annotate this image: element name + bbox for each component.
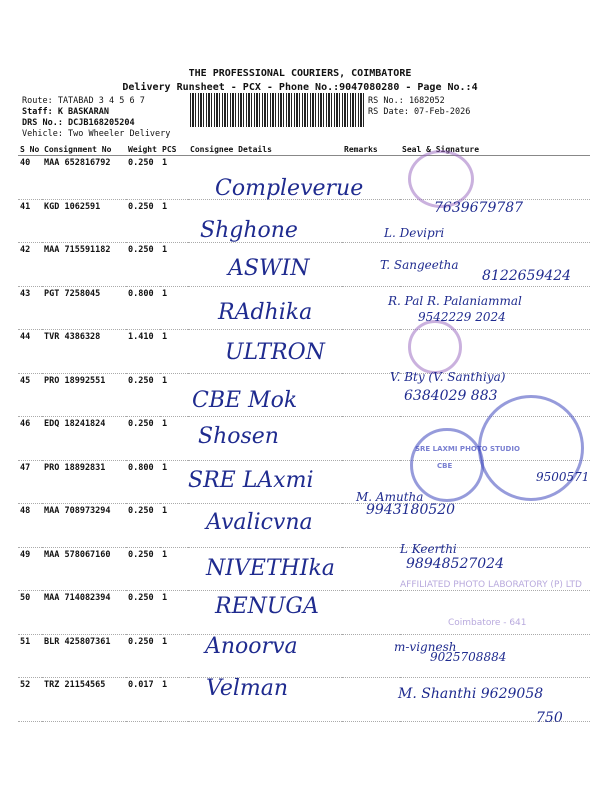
cell-consignment: TVR 4386328 bbox=[42, 330, 126, 374]
handwritten-name: Shosen bbox=[198, 424, 279, 449]
handwritten-remark: V. Bty (V. Santhiya) bbox=[390, 370, 506, 384]
cell-pcs: 1 bbox=[160, 591, 188, 635]
handwritten-remark: L. Devipri bbox=[384, 226, 445, 240]
col-consignment: Consignment No bbox=[42, 143, 126, 156]
cell-pcs: 1 bbox=[160, 156, 188, 200]
cell-weight: 0.250 bbox=[126, 547, 160, 591]
cell-remarks bbox=[342, 417, 400, 461]
handwritten-remark: 9943180520 bbox=[366, 502, 456, 518]
cell-weight: 1.410 bbox=[126, 330, 160, 374]
cell-pcs: 1 bbox=[160, 286, 188, 330]
handwritten-remark: 8122659424 bbox=[482, 268, 572, 284]
cell-sno: 47 bbox=[18, 460, 42, 504]
handwritten-name: RAdhika bbox=[218, 300, 313, 325]
cell-sno: 49 bbox=[18, 547, 42, 591]
cell-weight: 0.800 bbox=[126, 460, 160, 504]
cell-weight: 0.250 bbox=[126, 199, 160, 243]
cell-pcs: 1 bbox=[160, 373, 188, 417]
handwritten-remark: 7639679787 bbox=[434, 200, 524, 216]
cell-remarks bbox=[342, 634, 400, 678]
cell-pcs: 1 bbox=[160, 330, 188, 374]
route-label: Route: TATABAD 3 4 5 6 7 bbox=[22, 96, 145, 106]
cell-pcs: 1 bbox=[160, 547, 188, 591]
cell-weight: 0.250 bbox=[126, 591, 160, 635]
handwritten-remark: 9500571 bbox=[536, 470, 590, 484]
rs-no-label: RS No.: 1682052 bbox=[368, 96, 445, 106]
cell-consignment: BLR 425807361 bbox=[42, 634, 126, 678]
handwritten-name: ASWIN bbox=[228, 256, 310, 281]
col-weight: Weight bbox=[126, 143, 160, 156]
handwritten-remark: 98948527024 bbox=[406, 556, 504, 572]
col-seal: Seal & Signature bbox=[400, 143, 590, 156]
handwritten-name: Avalicvna bbox=[206, 510, 313, 535]
cell-remarks bbox=[342, 678, 400, 722]
cell-consignment: PRO 18992551 bbox=[42, 373, 126, 417]
cell-consignment: MAA 708973294 bbox=[42, 504, 126, 548]
cell-pcs: 1 bbox=[160, 634, 188, 678]
cell-sno: 51 bbox=[18, 634, 42, 678]
handwritten-remark: T. Sangeetha bbox=[380, 258, 459, 272]
handwritten-remark: 9542229 2024 bbox=[418, 310, 506, 324]
runsheet-subtitle: Delivery Runsheet - PCX - Phone No.:9047080280 - Page No.:4 bbox=[122, 82, 478, 93]
cell-pcs: 1 bbox=[160, 504, 188, 548]
handwritten-name: Velman bbox=[206, 676, 289, 701]
cell-sno: 44 bbox=[18, 330, 42, 374]
barcode bbox=[190, 93, 366, 127]
cell-pcs: 1 bbox=[160, 460, 188, 504]
handwritten-remark: M. Amutha bbox=[356, 490, 424, 504]
cell-sno: 40 bbox=[18, 156, 42, 200]
vehicle-label: Vehicle: Two Wheeler Delivery bbox=[22, 129, 171, 139]
lab-stamp-text: AFFILIATED PHOTO LABORATORY (P) LTD bbox=[400, 580, 582, 590]
cell-sno: 52 bbox=[18, 678, 42, 722]
cell-weight: 0.017 bbox=[126, 678, 160, 722]
cell-weight: 0.250 bbox=[126, 417, 160, 461]
company-title: THE PROFESSIONAL COURIERS, COIMBATORE bbox=[188, 68, 412, 79]
handwritten-remark: 750 bbox=[536, 710, 563, 726]
rs-date-label: RS Date: 07-Feb-2026 bbox=[368, 107, 471, 117]
cell-consignment: PGT 7258045 bbox=[42, 286, 126, 330]
handwritten-remark: R. Pal R. Palaniammal bbox=[388, 294, 522, 308]
table-header-row bbox=[18, 143, 590, 156]
cell-sno: 42 bbox=[18, 243, 42, 287]
cell-remarks bbox=[342, 330, 400, 374]
handwritten-name: SRE LAxmi bbox=[188, 468, 314, 493]
col-consignee: Consignee Details bbox=[188, 143, 342, 156]
cell-sno: 45 bbox=[18, 373, 42, 417]
cell-sno: 41 bbox=[18, 199, 42, 243]
col-pcs: PCS bbox=[160, 143, 188, 156]
handwritten-name: NIVETHIka bbox=[206, 556, 335, 581]
cell-consignment: MAA 652816792 bbox=[42, 156, 126, 200]
col-sno: S No bbox=[18, 143, 42, 156]
cell-weight: 0.800 bbox=[126, 286, 160, 330]
cell-weight: 0.250 bbox=[126, 156, 160, 200]
cell-weight: 0.250 bbox=[126, 504, 160, 548]
cell-consignment: MAA 714082394 bbox=[42, 591, 126, 635]
handwritten-name: Compleverue bbox=[215, 176, 364, 201]
cell-remarks bbox=[342, 591, 400, 635]
purple-seal-stamp-2 bbox=[408, 320, 462, 374]
cell-pcs: 1 bbox=[160, 243, 188, 287]
handwritten-name: Anoorva bbox=[205, 634, 298, 659]
cell-pcs: 1 bbox=[160, 417, 188, 461]
cell-remarks bbox=[342, 547, 400, 591]
sre-laxmi-stamp-text: SRE LAXMI PHOTO STUDIO bbox=[415, 445, 520, 453]
staff-label: Staff: K BASKARAN bbox=[22, 107, 109, 117]
handwritten-remark: M. Shanthi 9629058 bbox=[398, 686, 544, 702]
meta-left bbox=[22, 96, 170, 140]
handwritten-remark: L Keerthi bbox=[400, 542, 457, 556]
cell-sno: 46 bbox=[18, 417, 42, 461]
handwritten-remark: 9025708884 bbox=[430, 650, 507, 664]
drs-label: DRS No.: DCJB168205204 bbox=[22, 118, 135, 128]
cell-weight: 0.250 bbox=[126, 373, 160, 417]
handwritten-name: CBE Mok bbox=[192, 388, 298, 413]
handwritten-remark: m-vignesh bbox=[394, 640, 457, 654]
cell-sno: 48 bbox=[18, 504, 42, 548]
cell-pcs: 1 bbox=[160, 199, 188, 243]
cell-weight: 0.250 bbox=[126, 243, 160, 287]
cell-pcs: 1 bbox=[160, 678, 188, 722]
handwritten-remark: 6384029 883 bbox=[404, 388, 498, 404]
handwritten-name: RENUGA bbox=[215, 594, 319, 619]
cell-consignment: EDQ 18241824 bbox=[42, 417, 126, 461]
cell-sno: 43 bbox=[18, 286, 42, 330]
cell-consignment: MAA 578067160 bbox=[42, 547, 126, 591]
cell-consignment: PRO 18892831 bbox=[42, 460, 126, 504]
handwritten-name: ULTRON bbox=[225, 340, 325, 365]
cell-sno: 50 bbox=[18, 591, 42, 635]
cell-consignment: KGD 1062591 bbox=[42, 199, 126, 243]
cell-weight: 0.250 bbox=[126, 634, 160, 678]
cbe-stamp-text: CBE bbox=[437, 462, 453, 470]
cell-consignment: TRZ 21154565 bbox=[42, 678, 126, 722]
lab-stamp-addr: Coimbatore - 641 bbox=[448, 618, 527, 628]
col-remarks: Remarks bbox=[342, 143, 400, 156]
handwritten-name: Shghone bbox=[200, 218, 298, 243]
cell-consignment: MAA 715591182 bbox=[42, 243, 126, 287]
meta-right bbox=[368, 96, 470, 118]
